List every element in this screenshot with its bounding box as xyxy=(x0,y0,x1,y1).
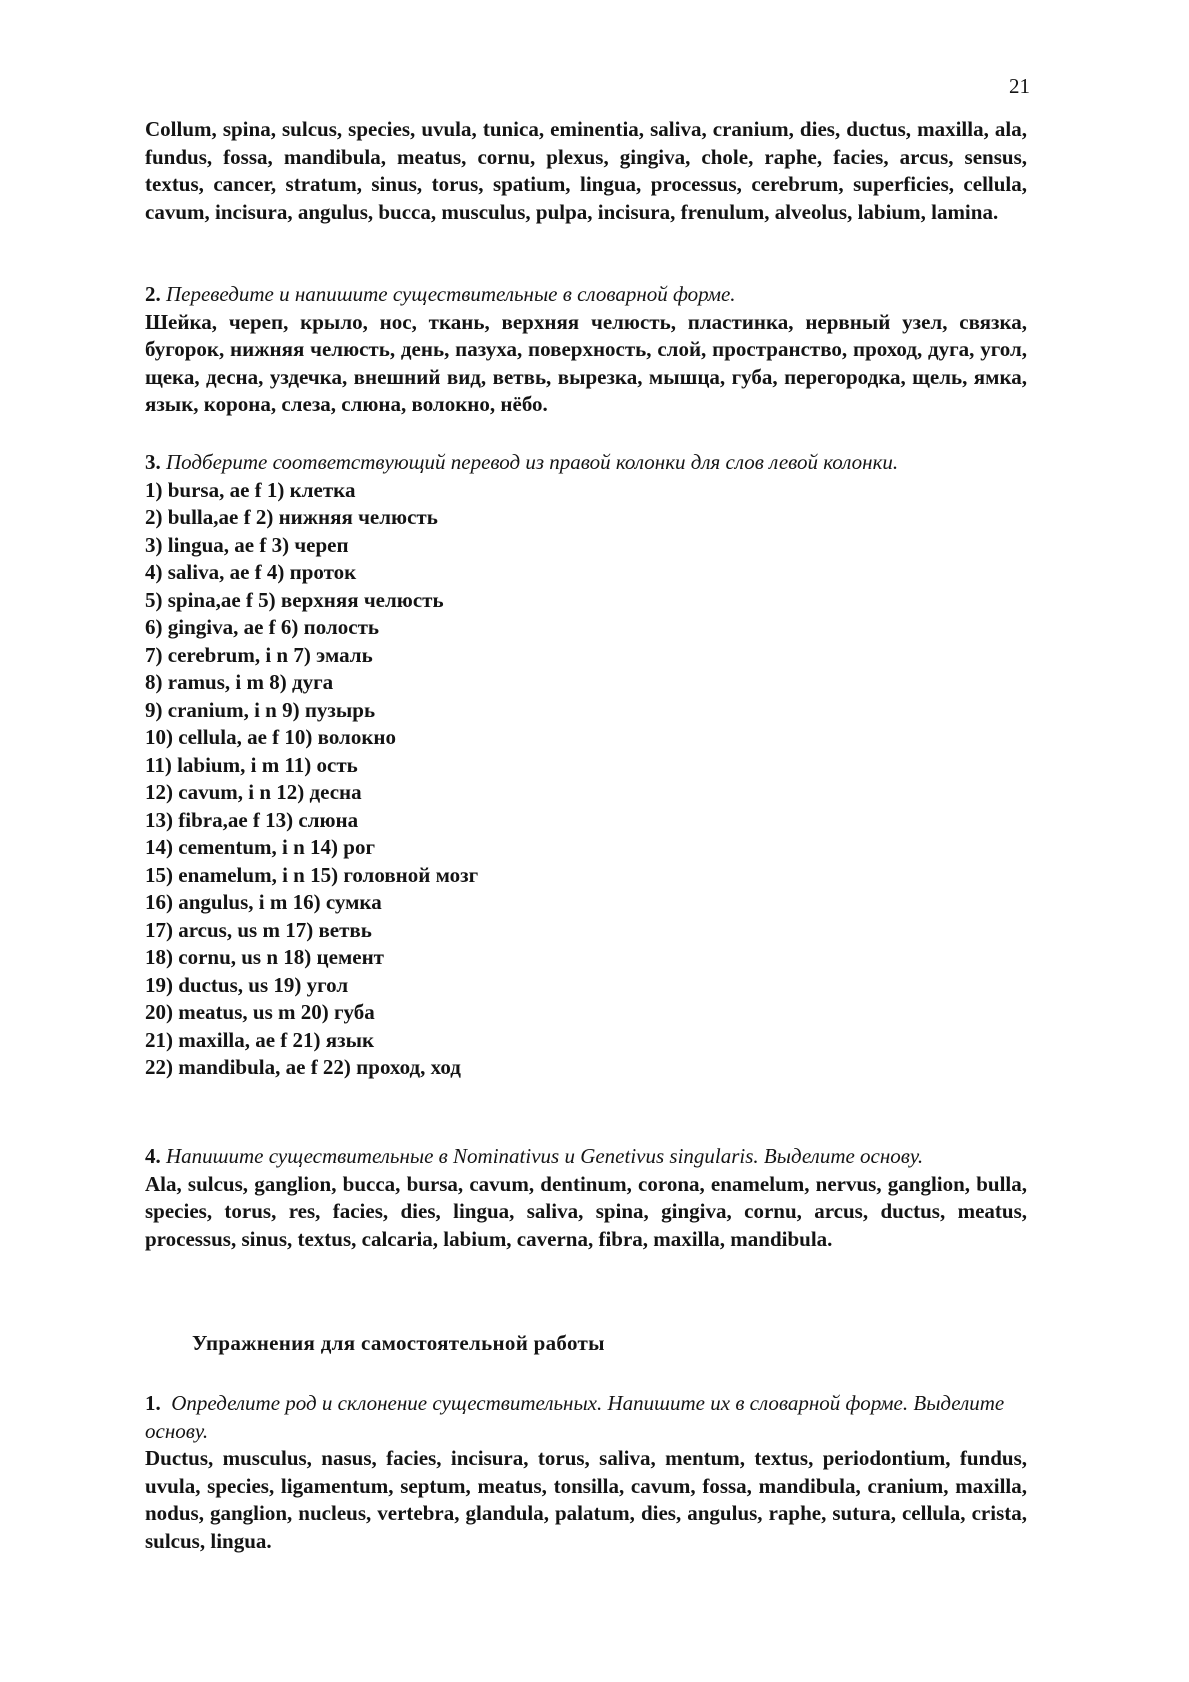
list-item: 8) ramus, i m 8) дуга xyxy=(145,670,334,694)
task-4-title xyxy=(145,1143,1027,1171)
list-item: 12) cavum, i n 12) десна xyxy=(145,780,362,804)
task-3-title xyxy=(145,449,1027,477)
list-item: 16) angulus, i m 16) сумка xyxy=(145,890,382,914)
list-item: 6) gingiva, ae f 6) полость xyxy=(145,615,379,639)
task-4-content: Ala, sulcus, ganglion, bucca, bursa, cavum, dentinum, corona, enamelum, nervus, ganglion, bulla, species, torus, res, facies, dies, lingua, saliva, spina, gingiva, cornu, arcus, ductus, meatus, processus, sinus, textus, calcaria, labium, caverna, fibra, maxilla, mandibula. xyxy=(145,1171,1027,1251)
list-item: 14) cementum, i n 14) рог xyxy=(145,835,376,859)
list-item: 18) cornu, us n 18) цемент xyxy=(145,945,384,969)
list-item: 19) ductus, us 19) угол xyxy=(145,972,349,997)
list-item: 10) cellula, ae f 10) волокно xyxy=(145,725,397,749)
self-work-task-1 xyxy=(145,1390,1027,1555)
section-heading: Упражнения для самостоятельной работы xyxy=(192,1331,605,1355)
list-item: 21) maxilla, ae f 21) язык xyxy=(145,1027,375,1052)
task-2-instruction: Переведите и напишите существительные в словарной форме. xyxy=(166,282,736,306)
list-item: 13) fibra,ae f 13) слюна xyxy=(145,807,359,832)
task-2 xyxy=(145,281,1027,419)
task-4-instruction: Напишите существительные в Nominativus и Genetivus singularis. Выделите основу. xyxy=(166,1144,924,1168)
self-work-task-1-content: Ductus, musculus, nasus, facies, incisura, torus, saliva, mentum, textus, periodontium, fundus, uvula, species, ligamentum, septum, meatus, tonsilla, cavum, fossa, mandibula, cranium, maxilla, nodus, ganglion, nucleus, vertebra, glandula, palatum, dies, angulus, raphe, sutura, cellula, crista, sulcus, lingua. xyxy=(145,1446,1027,1553)
list-item: 15) enamelum, i n 15) головной мозг xyxy=(145,862,479,887)
task-3-match-list xyxy=(145,477,1027,1082)
list-item: 11) labium, i m 11) ость xyxy=(145,752,358,777)
self-work-task-1-instruction: Определите род и склонение существительных. Напишите их в словарной форме. Выделите основу. xyxy=(145,1391,1005,1443)
list-item: 4) saliva, ae f 4) проток xyxy=(145,560,357,584)
intro-word-list: Collum, spina, sulcus, species, uvula, tunica, eminentia, saliva, cranium, dies, ductus, maxilla, ala, fundus, fossa, mandibula, meatus, cornu, plexus, gingiva, chole, raphe, facies, arcus, sensus, textus, cancer, stratum, sinus, torus, spatium, lingua, processus, cerebrum, superficies, cellula, cavum, incisura, angulus, bucca, musculus, pulpa, incisura, frenulum, alveolus, labium, lamina. xyxy=(145,117,1027,224)
list-item: 22) mandibula, ae f 22) проход, ход xyxy=(145,1055,461,1079)
task-4 xyxy=(145,1143,1027,1253)
self-work-task-1-title xyxy=(145,1390,1027,1445)
list-item: 17) arcus, us m 17) ветвь xyxy=(145,917,372,942)
list-item: 5) spina,ae f 5) верхняя челюсть xyxy=(145,587,444,612)
list-item: 7) cerebrum, i n 7) эмаль xyxy=(145,642,373,667)
task-2-title xyxy=(145,281,1027,309)
intro-word-list-block xyxy=(145,116,1027,226)
page-number: 21 xyxy=(1009,74,1030,98)
list-item: 2) bulla,ae f 2) нижняя челюсть xyxy=(145,505,438,529)
list-item: 1) bursa, ae f 1) клетка xyxy=(145,477,356,502)
self-work-task-1-number: 1. xyxy=(145,1391,161,1415)
task-3 xyxy=(145,449,1027,1082)
list-item: 3) lingua, ae f 3) череп xyxy=(145,532,349,557)
list-item: 9) cranium, i n 9) пузырь xyxy=(145,697,376,722)
task-2-content: Шейка, череп, крыло, нос, ткань, верхняя челюсть, пластинка, нервный узел, связка, бугорок, нижняя челюсть, день, пазуха, поверхность, слой, пространство, проход, дуга, угол, щека, десна, уздечка, внешний вид, ветвь, вырезка, мышца, губа, перегородка, щель, ямка, язык, корона, слеза, слюна, волокно, нёбо. xyxy=(145,309,1027,416)
list-item: 20) meatus, us m 20) губа xyxy=(145,1000,375,1024)
task-4-number: 4. xyxy=(145,1144,161,1168)
task-3-instruction: Подберите соответствующий перевод из правой колонки для слов левой колонки. xyxy=(166,450,899,474)
task-3-number: 3. xyxy=(145,450,161,474)
task-2-number: 2. xyxy=(145,282,161,306)
